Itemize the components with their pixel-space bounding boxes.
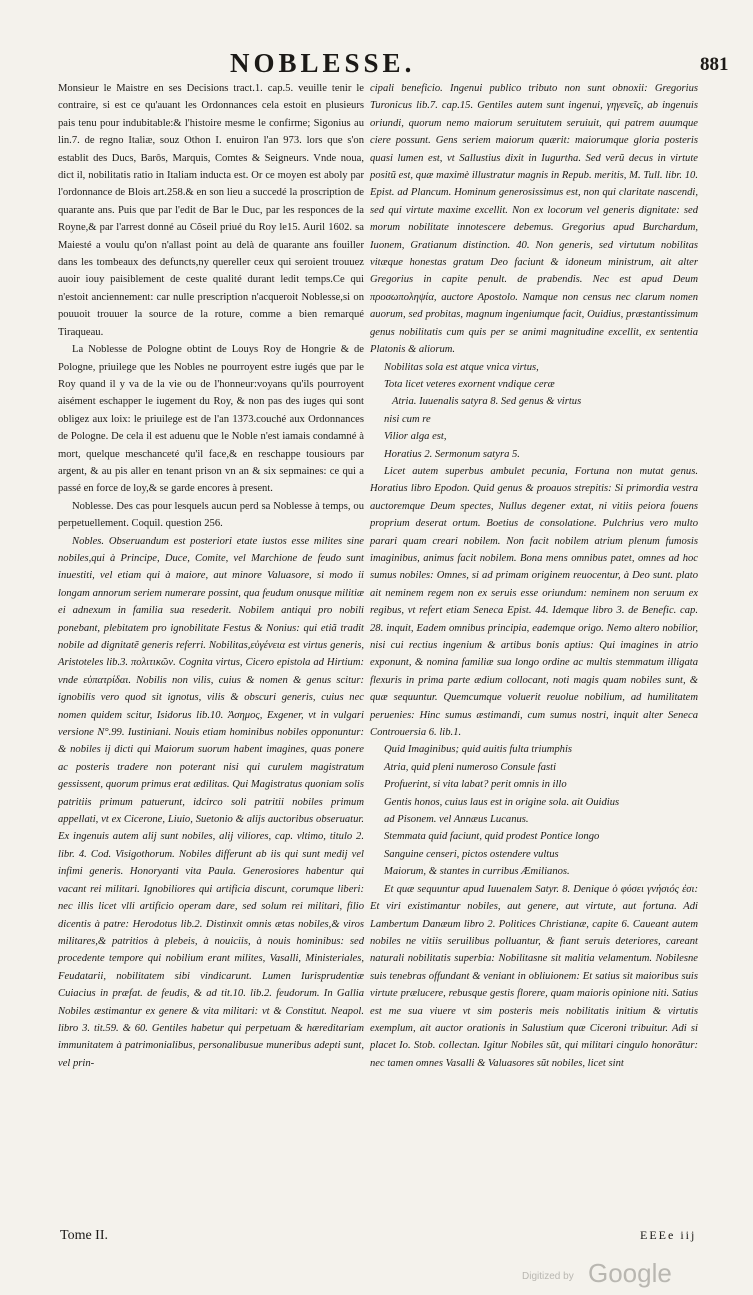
paragraph-juvenal: Et quæ sequuntur apud Iuuenalem Satyr. 8. Denique ὁ φύσει γνήσιός ἐσι: Et viri existimantur nobiles, aut genere, aut virtute, aut fortuna. Adi Lambertum Danæum libro 2. Politices Christianæ, capite 6. Caueant autem nobiles ne vitiis seruilibus polluantur, & fiant seruis deteriores, careant naturali nobilitatis superbia: Nobilitasne sit malitia velamentum. Nobilesne suis tenebras offundant & veniant in obliuionem: Et satius sit maioribus suis virtute prælucere, rebusque gestis florere, quam maioris opinione niti. Satius est me sua viuere vt sim posteris meis nobilitatis initium & virtutis exemplum, ait auctor orationis in Salustium quæ Ciceroni tribuitur. Adi si placet Io. Stob. collectan. Igitur Nobiles sũt, qui militari cingulo honorãtur: nec tamen omnes Vasalli & Valuasores sũt nobiles, licet sint: [370, 883, 698, 1069]
paragraph-gentiles: cipali beneficio. Ingenui publico tributo non sunt obnoxii: Gregorius Turonicus lib.7. cap.15. Gentiles autem sunt ingenui, γηγενεῖς, ab ingenuis oriundi, quorum nemo maiorum seruitutem seruiuit, qui patrem auumque ciere possunt. Gens seriem maiorum quærit: maiorumque gloria posteris quasi lumen est, vt Sallustius dixit in Iugurtha. Sed verũ decus in virtute positũ est, quæ maximè illustratur magnis in Repub. meritis, M. Tull. libr. 10. Epist. ad Plancum. Hominum generosissimus est, non qui claritate nascendi, sed qui virtute maxime excellit. Non ex locorum vel generis dignitate: sed morum nobilitate innotescere debemus. Gregorius apud Burchardum, Iuonem, Gratianum distinction. 40. Non generis, sed virtutum nobilitas vitæque honestas gratum Deo faciunt & idoneum ministrum, ait alter Gregorius in capite penult. de prabendis. Nec est apud Deum προσωποληψία, auctore Apostolo. Namque non census nec clarum nomen auorum, sed probitas, magnum ingeniumque facit, Ouidius, præstantissimum genus nobilitatis cum quis per se animi magnitudine excellit, ex sententia Platonis & aliorum.: [370, 83, 698, 356]
google-logo: Google: [588, 1258, 672, 1288]
left-column: [58, 80, 364, 1072]
paragraph-fortuna: Licet autem superbus ambulet pecunia, Fortuna non mutat genus. Horatius libro Epodon. Quid genus & proauos strepitis: Si primordia vestra auctoremque Deum spectes, Nullus degener extat, ni vitiis peiora fouens proprium deserat ortum. Boetius de consolatione. Pulchrius vero multo parari quam creari nobilem. Non facit nobilem atrium plenum fumosis imaginibus, animus facit nobilem. Bona mens omnibus patet, omnes ad hoc sumus nobiles: Omnes, si ad primam originem reuocentur, à Deo sunt. plato ait neminem regem non ex seruis esse oriundum: neminem non seruum ex regibus, vt refert etiam Seneca Epist. 44. Idemque libro 3. de Benefic. cap. 28. inquit, Eadem omnibus principia, eademque origo. Nemo altero nobilior, nisi cui rectius ingenium & artibus bonis aptius: Qui imagines in atrio exponunt, & nomina familiæ sua longo ordine ac multis stemmatum illigata flexuris in prima parte ædium collocant, noti magis quam nobiles sunt, & quæ sequuntur. Quemcumque voluerit reuolue nobilium, ad humilitatem peruenies: Hinc sumus æstimandi, cum sumus nostri, inquit alter Seneca Controuersia 6. lib.1.: [370, 465, 698, 739]
right-column: [370, 80, 698, 1072]
verse-line: Nobilitas sola est atque vnica virtus,: [384, 361, 539, 373]
volume-label: Tome II.: [60, 1228, 109, 1243]
running-title: NOBLESSE.: [230, 48, 416, 78]
verse-line: Sanguine censeri, pictos ostendere vultus: [384, 848, 559, 860]
verse-line: Stemmata quid faciunt, quid prodest Pontice longo: [384, 831, 600, 843]
verse-line: Gentis honos, cuius laus est in origine sola. ait Ouidius: [384, 796, 620, 808]
verse-line: nisi cum re: [384, 413, 431, 425]
page-header: [0, 48, 753, 82]
page-number: 881: [700, 54, 729, 75]
paragraph-pologne: La Noblesse de Pologne obtint de Louys Roy de Hongrie & de Pologne, priuilege que les Nobles ne pourroyent estre iugés que par le Roy quand il y va de la vie ou de l'honneur:voyans qu'ils pourroyent aisément eschapper le iugement du Roy, & non pas des iuges qui sont obligez aux loix: le priuilege est de l'an 1373.couché aux Ordonnances de Pologne. De cela il est aduenu que le Noble n'est iamais condamné à mort, quelque meschanceté qu'il face,& en reschappe tousiours par argent, & au pis aller en tenant prison vn an & six sepmaines: ce qui a passé en force de loy,& se garde encores à present.: [58, 344, 364, 495]
paragraph-nobles-latin: Nobles. Obseruandum est posteriori etate iustos esse milites sine nobiles,qui à Principe, Duce, Comite, vel Marchione de feudo sunt inuestiti, vel etiam qui à maiore, aut minore Valuasore, si modo ii longam annorum seriem numerare possint, qua feudum onusque militiæ ei adnexum in familia sua resederit. Nobilem antiqui pro nobili ponebant, plebitatem pro ignobilitate Festus & Nonius: qui etiã tradit nobile ad dignitatẽ generis referri. Nobilitas,εὐγένεια est virtus generis, Aristoteles lib.3. πολιτικῶν. Cognita virtus, Cicero epistola ad Hirtium: vnde εὐπατρίδαι. Nobilis non vilis, cuius & nomen & genus scitur: ignobilis vero quod sit ignotus, vilis & obscuri generis, cuius nec nomen quidem scitur, Isidorus lib.10. Ἀσημος, Exgener, vt in vulgari versione N°.99. Iustiniani. Nouis etiam hominibus nobiles opponuntur: & nobiles ij dicti qui Maiorum suorum habent imagines, quas ponere ac posteris tradere non poterant nisi qui curulem magistratum gessissent, quorum primus erat ædilitas. Qui Magistratus quoniam solis patritiis primum patuerunt, idcirco soli patritii nobiles primum appellati, vt ex Cicerone, Liuio, Suetonio & alijs auctoribus obseruatur. Ex ingenuis autem alij sunt nobiles, alij viliores, cap. vltimo, titulo 2. libr. 4. Cod. Visigothorum. Nobiles differunt ab iis qui sunt medij vel infimi generis. Honoryanti vita Paula. Generosiores habentur qui vacant rei militari. Ignobiliores qui artificia discunt, corumque liberi: nec illis licet vlli artificio operam dare, sed solum rei militari, filio dicentis à patre: Herodotus lib.2. Distinxit omnis ætas nobiles,& viros militares,& patritios à plebeis, à nouiciis, à nouis hominibus: sed procedente tempore qui nobilium erant milites, Vasalli, Ministeriales, Feudatarii, nobilitatem sibi vindicarunt. Lumen Iurisprudentiæ Cuiacius in præfat. de feudis, & ad tit.10. lib.2. feudorum. In Gallia Nobiles æstimantur ex genere & vita militari: vt & Constitut. Neapol. libro 3. tit.59. & 60. Gentiles habetur qui perpetuam & hæreditariam immunitatem à patrimonialibus, personalibusue muneribus adepti sunt, vel prin-: [58, 535, 364, 1069]
paragraph-perte-noblesse: Noblesse. Des cas pour lesquels aucun perd sa Noblesse à temps, ou perpetuellement. Coquil. question 256.: [58, 500, 364, 530]
verse-line: Maiorum, & stantes in curribus Æmilianos.: [384, 866, 570, 878]
verse-line: Atria, quid pleni numeroso Consule fasti: [384, 761, 557, 773]
digitized-watermark: [522, 1258, 702, 1288]
verse-line: Quid Imaginibus; quid auitis fulta triumphis: [384, 744, 573, 756]
verse-line: Vilior alga est,: [384, 431, 447, 443]
verse-line: Horatius 2. Sermonum satyra 5.: [384, 448, 520, 460]
signature-mark: EEEe iij: [640, 1228, 697, 1242]
verse-line: Profuerint, si vita labat? perit omnis in illo: [384, 779, 567, 791]
verse-line: Atria. Iuuenalis satyra 8. Sed genus & virtus: [392, 396, 582, 408]
verse-line: Tota licet veteres exornent vndique ceræ: [384, 378, 555, 390]
paragraph-prescription: Monsieur le Maistre en ses Decisions tract.1. cap.5. veuille tenir le contraire, si est ce qu'auant les Ordonnances cela estoit en plusieurs pais tenu pour indubitable:& l'histoire mesme le confirme; Sigonius au lin.7. de regno Italiæ, souz Othon I. enuiron l'an 973. lors que s'on establit des Ducs, Barôs, Marquis, Comtes & Seigneurs. Vnde noua, dict il, nobilitatis ratio in Italiam inducta est. Or ce moyen est aboly par l'ordonnance de Blois art.258.& en son lieu a succedé la proscription de quarante ans. Puis que par l'edit de Bar le Duc, par les responces de la Royne,& par l'arrest donné au Cõseil priué du Roy le15. Auril 1602. sa Maiesté a voulu qu'on n'allast point au delà de quarante ans fouiller dans les tombeaux des defuncts,ny quereller ceux qui seroient trouuez auoir iouy paisiblement de ceste qualité durant ledit temps.Ce qui n'estoit anciennement: car nulle prescription n'acqueroit Noblesse,si on pouuoit trouuer la source de la roture, comme a bien remarqué Tiraqueau.: [58, 83, 364, 338]
watermark-prefix: Digitized by: [522, 1271, 574, 1282]
verse-line: ad Pisonem. vel Annæus Lucanus.: [384, 814, 529, 826]
